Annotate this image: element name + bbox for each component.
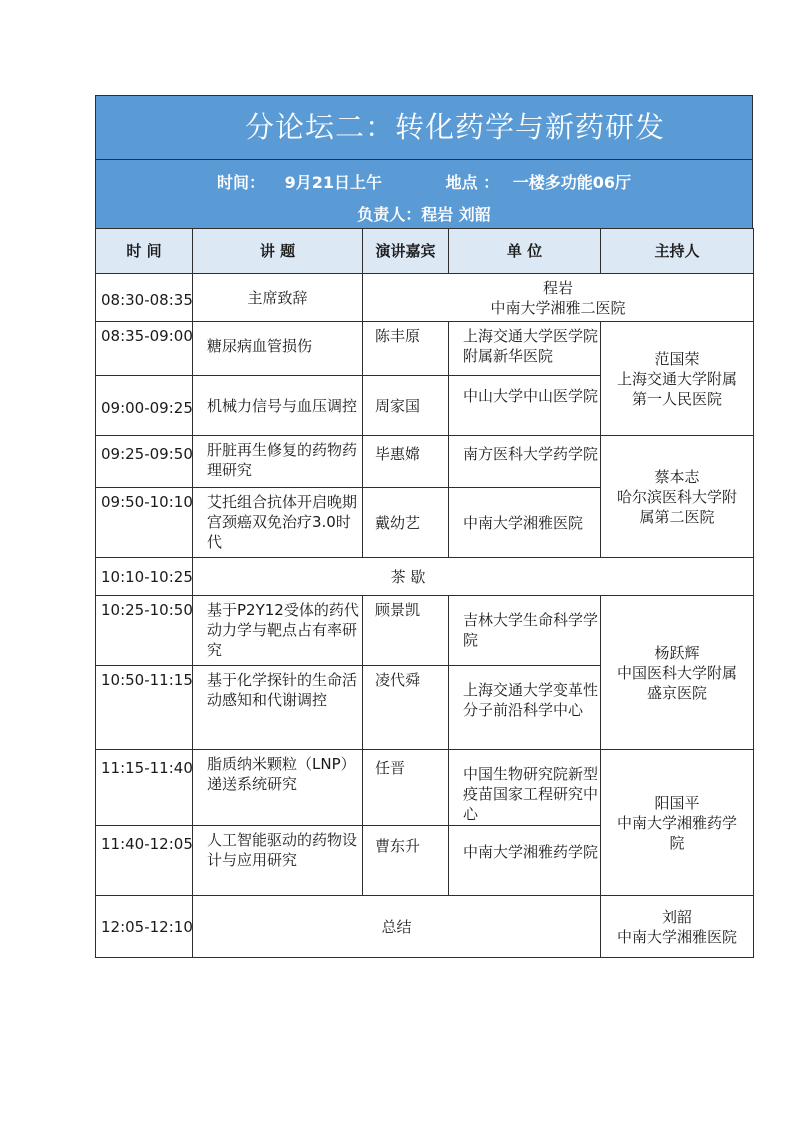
table-row <box>96 896 754 958</box>
time-label: 时间： <box>216 173 265 192</box>
topic-cell: 总结 <box>193 896 601 958</box>
time-cell: 11:40-12:05 <box>96 826 193 896</box>
host-name: 蔡本志 <box>654 467 700 486</box>
unit-cell: 南方医科大学药学院 <box>449 436 601 488</box>
unit-cell: 上海交通大学医学院附属新华医院 <box>449 322 601 376</box>
break-cell: 茶 歇 <box>193 558 754 596</box>
host-name: 范国荣 <box>654 349 700 368</box>
unit-cell: 中山大学中山医学院 <box>449 376 601 436</box>
topic-cell: 基于化学探针的生命活动感知和代谢调控 <box>193 666 363 750</box>
speaker-cell: 毕惠嫦 <box>363 436 449 488</box>
host-name: 刘韶 <box>661 907 692 926</box>
unit-cell: 中国生物研究院新型疫苗国家工程研究中心 <box>449 750 601 826</box>
host-cell <box>601 596 754 750</box>
chair-unit: 中南大学湘雅二医院 <box>490 298 626 317</box>
table-header-row <box>96 229 754 274</box>
table-row <box>96 436 754 488</box>
leader-label: 负责人： <box>357 205 422 224</box>
place-value: 一楼多功能06厅 <box>512 173 631 192</box>
header-banner <box>95 95 753 228</box>
chair-name: 程岩 <box>542 278 573 297</box>
time-cell: 10:10-10:25 <box>96 558 193 596</box>
host-cell <box>601 750 754 896</box>
place-label: 地点 ： <box>445 173 500 192</box>
unit-cell: 上海交通大学变革性分子前沿科学中心 <box>449 666 601 750</box>
table-row <box>96 274 754 322</box>
host-cell <box>601 436 754 558</box>
time-cell: 10:25-10:50 <box>96 596 193 666</box>
time-cell: 09:50-10:10 <box>96 488 193 558</box>
host-unit: 哈尔滨医科大学附属第二医院 <box>616 487 737 526</box>
time-cell: 08:30-08:35 <box>96 274 193 322</box>
unit-cell: 吉林大学生命科学学院 <box>449 596 601 666</box>
speaker-cell: 周家国 <box>363 376 449 436</box>
speaker-cell: 曹东升 <box>363 826 449 896</box>
topic-cell: 机械力信号与血压调控 <box>193 376 363 436</box>
page-title: 分论坛二：转化药学与新药研发 <box>96 96 752 160</box>
time-cell: 11:15-11:40 <box>96 750 193 826</box>
host-name: 阳国平 <box>654 793 700 812</box>
time-cell: 08:35-09:00 <box>96 322 193 376</box>
unit-cell: 中南大学湘雅药学院 <box>449 826 601 896</box>
time-cell: 09:00-09:25 <box>96 376 193 436</box>
chair-cell <box>363 274 754 322</box>
topic-cell: 糖尿病血管损伤 <box>193 322 363 376</box>
host-unit: 上海交通大学附属第一人民医院 <box>616 369 737 408</box>
topic-cell: 人工智能驱动的药物设计与应用研究 <box>193 826 363 896</box>
schedule-table <box>95 228 754 958</box>
session-meta <box>96 160 752 228</box>
speaker-cell: 顾景凯 <box>363 596 449 666</box>
topic-cell: 基于P2Y12受体的药代动力学与靶点占有率研究 <box>193 596 363 666</box>
time-cell: 12:05-12:10 <box>96 896 193 958</box>
table-row <box>96 750 754 826</box>
topic-cell: 脂质纳米颗粒（LNP）递送系统研究 <box>193 750 363 826</box>
schedule-sheet <box>95 95 753 958</box>
host-name: 杨跃辉 <box>654 643 700 662</box>
time-value: 9月21日上午 <box>284 173 382 192</box>
topic-cell: 艾托组合抗体开启晚期宫颈癌双免治疗3.0时代 <box>193 488 363 558</box>
col-header-topic: 讲 题 <box>193 229 363 274</box>
col-header-unit: 单 位 <box>449 229 601 274</box>
unit-cell: 中南大学湘雅医院 <box>449 488 601 558</box>
table-row <box>96 596 754 666</box>
host-cell <box>601 896 754 958</box>
host-unit: 中国医科大学附属盛京医院 <box>616 663 737 702</box>
table-row <box>96 322 754 376</box>
host-cell <box>601 322 754 436</box>
topic-cell: 肝脏再生修复的药物药理研究 <box>193 436 363 488</box>
host-unit: 中南大学湘雅药学院 <box>616 813 737 852</box>
col-header-time: 时 间 <box>96 229 193 274</box>
table-row <box>96 558 754 596</box>
col-header-speaker: 演讲嘉宾 <box>363 229 449 274</box>
time-cell: 10:50-11:15 <box>96 666 193 750</box>
topic-cell: 主席致辞 <box>193 274 363 322</box>
time-cell: 09:25-09:50 <box>96 436 193 488</box>
speaker-cell: 任晋 <box>363 750 449 826</box>
host-unit: 中南大学湘雅医院 <box>616 927 737 946</box>
speaker-cell: 戴幼艺 <box>363 488 449 558</box>
speaker-cell: 陈丰原 <box>363 322 449 376</box>
col-header-host: 主持人 <box>601 229 754 274</box>
speaker-cell: 凌代舜 <box>363 666 449 750</box>
leader-value: 程岩 刘韶 <box>421 205 491 224</box>
